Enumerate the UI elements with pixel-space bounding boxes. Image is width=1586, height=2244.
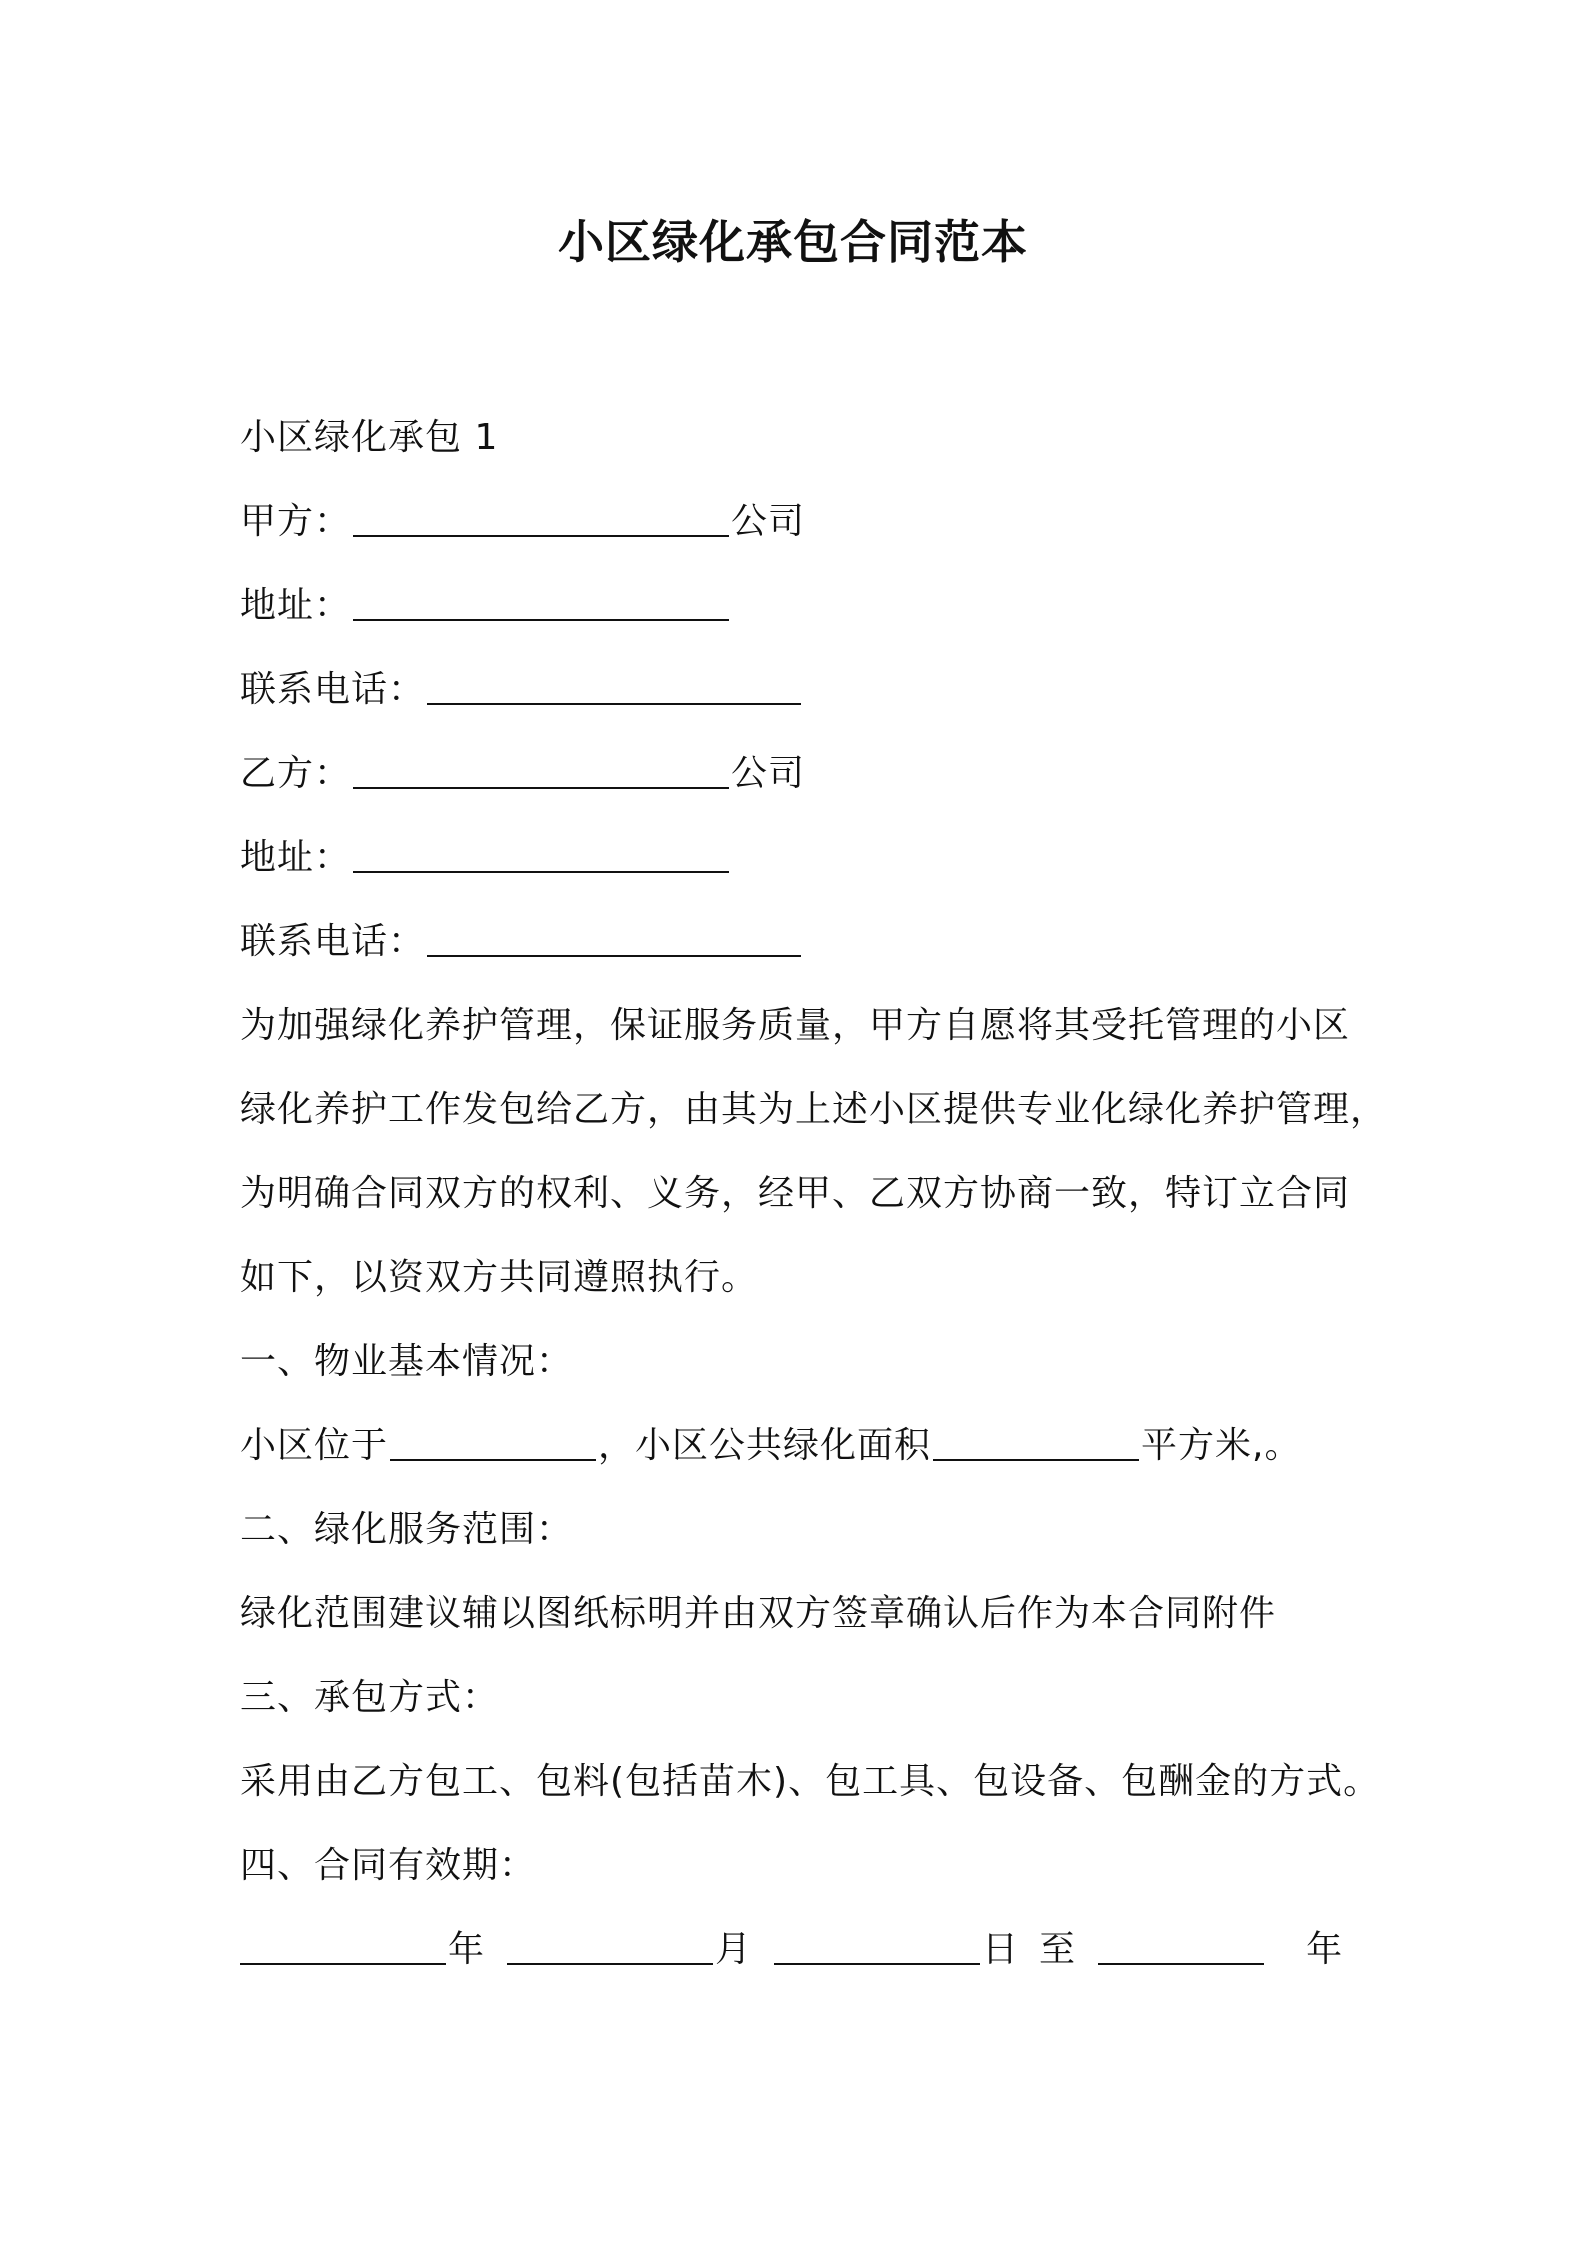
party-a-phone-blank (427, 659, 801, 705)
start-day-blank (774, 1919, 980, 1965)
clause2-text: 绿化范围建议辅以图纸标明并由双方签章确认后作为本合同附件 (240, 1593, 1277, 1634)
start-year-blank (240, 1919, 446, 1965)
party-a-address-blank (353, 575, 729, 621)
start-day-label: 日 (982, 1929, 1020, 1970)
clause3-heading: 三、承包方式： (240, 1677, 500, 1718)
party-b-address-line (240, 816, 1370, 900)
end-year-blank (1098, 1919, 1264, 1965)
community-location-blank (390, 1415, 596, 1461)
party-b-phone-line (240, 900, 1370, 984)
to-label: 至 (1039, 1929, 1077, 1970)
clause1-part1: 小区位于 (240, 1425, 389, 1466)
intro-line-2: 绿化养护工作发包给乙方，由其为上述小区提供专业化绿化养护管理， (240, 1089, 1388, 1130)
start-month-blank (507, 1919, 713, 1965)
document-body (240, 396, 1388, 1992)
end-year-label: 年 (1306, 1929, 1344, 1970)
intro-line-3: 为明确合同双方的权利、义务，经甲、乙双方协商一致，特订立合同 (240, 1173, 1351, 1214)
clause1-part3: 平方米,。 (1141, 1425, 1302, 1466)
start-year-label: 年 (448, 1929, 486, 1970)
party-a-line (240, 480, 1370, 564)
document-title: 小区绿化承包合同范本 (558, 215, 1028, 269)
party-a-name-blank (353, 491, 729, 537)
intro-line-1: 为加强绿化养护管理，保证服务质量，甲方自愿将其受托管理的小区 (240, 1005, 1351, 1046)
intro-line-4: 如下，以资双方共同遵照执行。 (240, 1257, 759, 1298)
party-b-phone-label: 联系电话： (240, 921, 426, 962)
party-a-address-label: 地址： (240, 585, 352, 626)
party-a-suffix: 公司 (731, 501, 806, 542)
clause3-text: 采用由乙方包工、包料(包括苗木)、包工具、包设备、包酬金的方式。 (240, 1761, 1381, 1802)
party-b-name-blank (353, 743, 729, 789)
party-b-phone-blank (427, 911, 801, 957)
party-b-label: 乙方： (240, 753, 352, 794)
clause2-heading: 二、绿化服务范围： (240, 1509, 574, 1550)
party-b-address-label: 地址： (240, 837, 352, 878)
clause1-part2: ，小区公共绿化面积 (598, 1425, 932, 1466)
party-a-phone-line (240, 648, 1370, 732)
start-month-label: 月 (715, 1929, 753, 1970)
party-b-line (240, 732, 1370, 816)
party-a-phone-label: 联系电话： (240, 669, 426, 710)
party-a-label: 甲方： (240, 501, 352, 542)
party-b-address-blank (353, 827, 729, 873)
clause1-heading: 一、物业基本情况： (240, 1341, 574, 1382)
party-b-suffix: 公司 (731, 753, 806, 794)
party-a-address-line (240, 564, 1370, 648)
clause4-heading: 四、合同有效期： (240, 1845, 537, 1886)
clause4-dates (240, 1908, 1370, 1992)
clause1-text (240, 1404, 1370, 1488)
section-heading: 小区绿化承包 1 (240, 417, 499, 458)
green-area-blank (933, 1415, 1139, 1461)
